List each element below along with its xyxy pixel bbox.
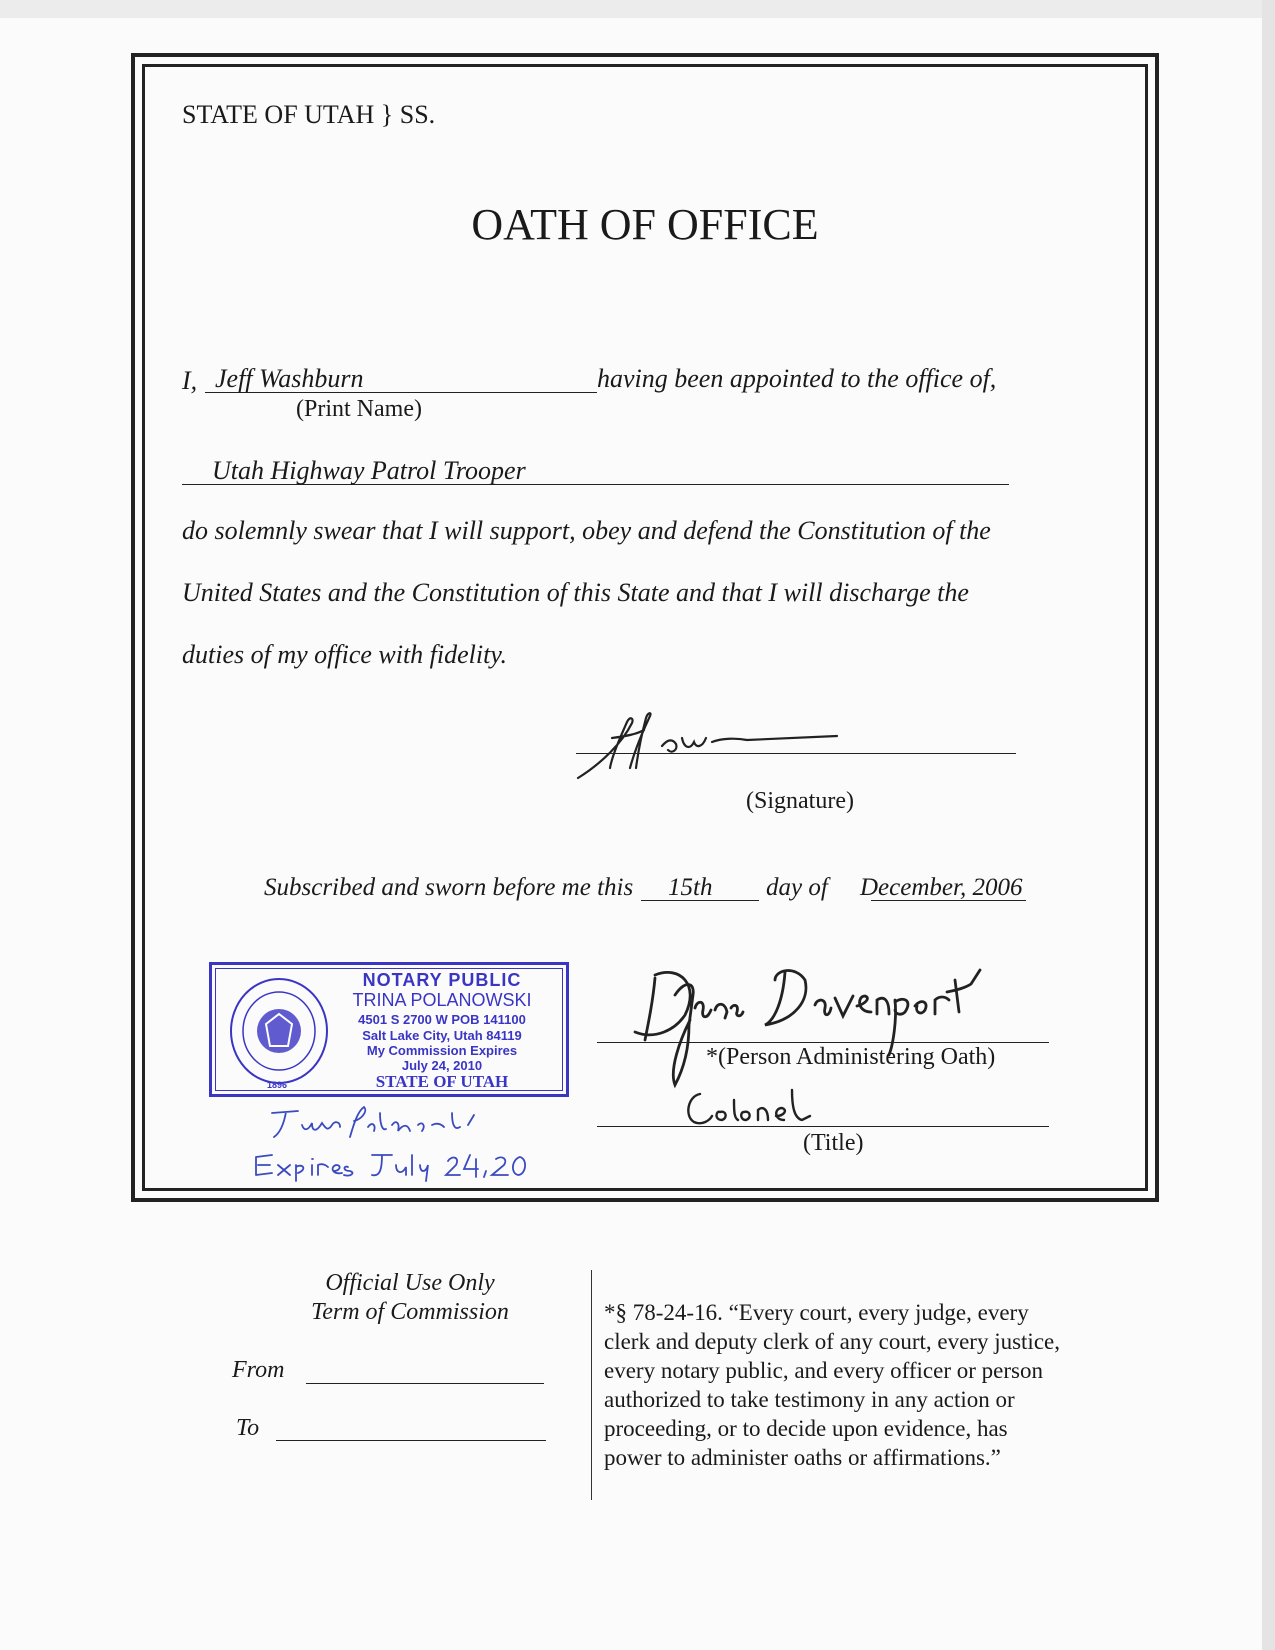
oath-body-line-2: United States and the Constitution of this State and that I will discharge the xyxy=(182,578,969,607)
sworn-day-of: day of xyxy=(766,874,828,901)
administrator-caption: *(Person Administering Oath) xyxy=(706,1044,996,1070)
signature-caption: (Signature) xyxy=(746,788,854,814)
from-field-line xyxy=(306,1383,544,1384)
footnote-line-6: power to administer oaths or affirmations.” xyxy=(604,1445,1001,1470)
footer-divider xyxy=(591,1270,592,1500)
from-label: From xyxy=(232,1357,285,1383)
administrator-signature-line xyxy=(597,1042,1049,1043)
footnote-line-1: *§ 78-24-16. “Every court, every judge, every xyxy=(604,1300,1029,1325)
notary-signature-image xyxy=(268,1103,498,1143)
to-field-line xyxy=(276,1440,546,1441)
term-of-commission-heading: Term of Commission xyxy=(311,1299,509,1325)
footnote-line-3: every notary public, and every officer or person xyxy=(604,1358,1043,1383)
administrator-title-handwriting-image xyxy=(680,1086,820,1136)
stamp-line-5: My Commission Expires xyxy=(366,1043,518,1058)
sworn-month-year: December, 2006 xyxy=(860,874,1023,901)
to-label: To xyxy=(236,1415,260,1441)
appointee-signature-image xyxy=(572,708,852,788)
oath-prefix: I, xyxy=(182,366,198,395)
footnote-line-4: authorized to take testimony in any action or xyxy=(604,1387,1015,1412)
appointed-text: having been appointed to the office of, xyxy=(597,364,997,393)
print-name-caption: (Print Name) xyxy=(296,396,422,422)
oath-body-line-1: do solemnly swear that I will support, obey and defend the Constitution of the xyxy=(182,516,991,545)
administrator-title-line xyxy=(597,1126,1049,1127)
title-caption: (Title) xyxy=(803,1130,864,1156)
notary-stamp xyxy=(209,962,569,1097)
notary-expires-handwriting-image xyxy=(252,1147,537,1183)
seal-year: 1896 xyxy=(267,1080,288,1090)
appointee-name: Jeff Washburn xyxy=(215,364,364,393)
oath-body-line-3: duties of my office with fidelity. xyxy=(182,640,507,669)
stamp-line-1: NOTARY PUBLIC xyxy=(362,970,522,990)
official-use-heading: Official Use Only xyxy=(325,1270,495,1296)
signature-line xyxy=(576,753,1016,754)
document-title: OATH OF OFFICE xyxy=(471,200,819,249)
stamp-line-7: STATE OF UTAH xyxy=(375,1072,509,1091)
state-seal-icon xyxy=(226,974,332,1088)
stamp-line-3: 4501 S 2700 W POB 141100 xyxy=(358,1012,526,1027)
office-name: Utah Highway Patrol Trooper xyxy=(212,456,526,485)
stamp-line-2: TRINA POLANOWSKI xyxy=(352,990,532,1010)
venue-heading: STATE OF UTAH } SS. xyxy=(182,100,436,129)
footnote-line-5: proceeding, or to decide upon evidence, has xyxy=(604,1416,1008,1441)
stamp-line-6: July 24, 2010 xyxy=(401,1058,483,1073)
sworn-lead: Subscribed and sworn before me this xyxy=(264,874,634,901)
footnote-line-2: clerk and deputy clerk of any court, every justice, xyxy=(604,1329,1060,1354)
sworn-day: 15th xyxy=(668,874,713,901)
stamp-line-4: Salt Lake City, Utah 84119 xyxy=(362,1028,522,1043)
